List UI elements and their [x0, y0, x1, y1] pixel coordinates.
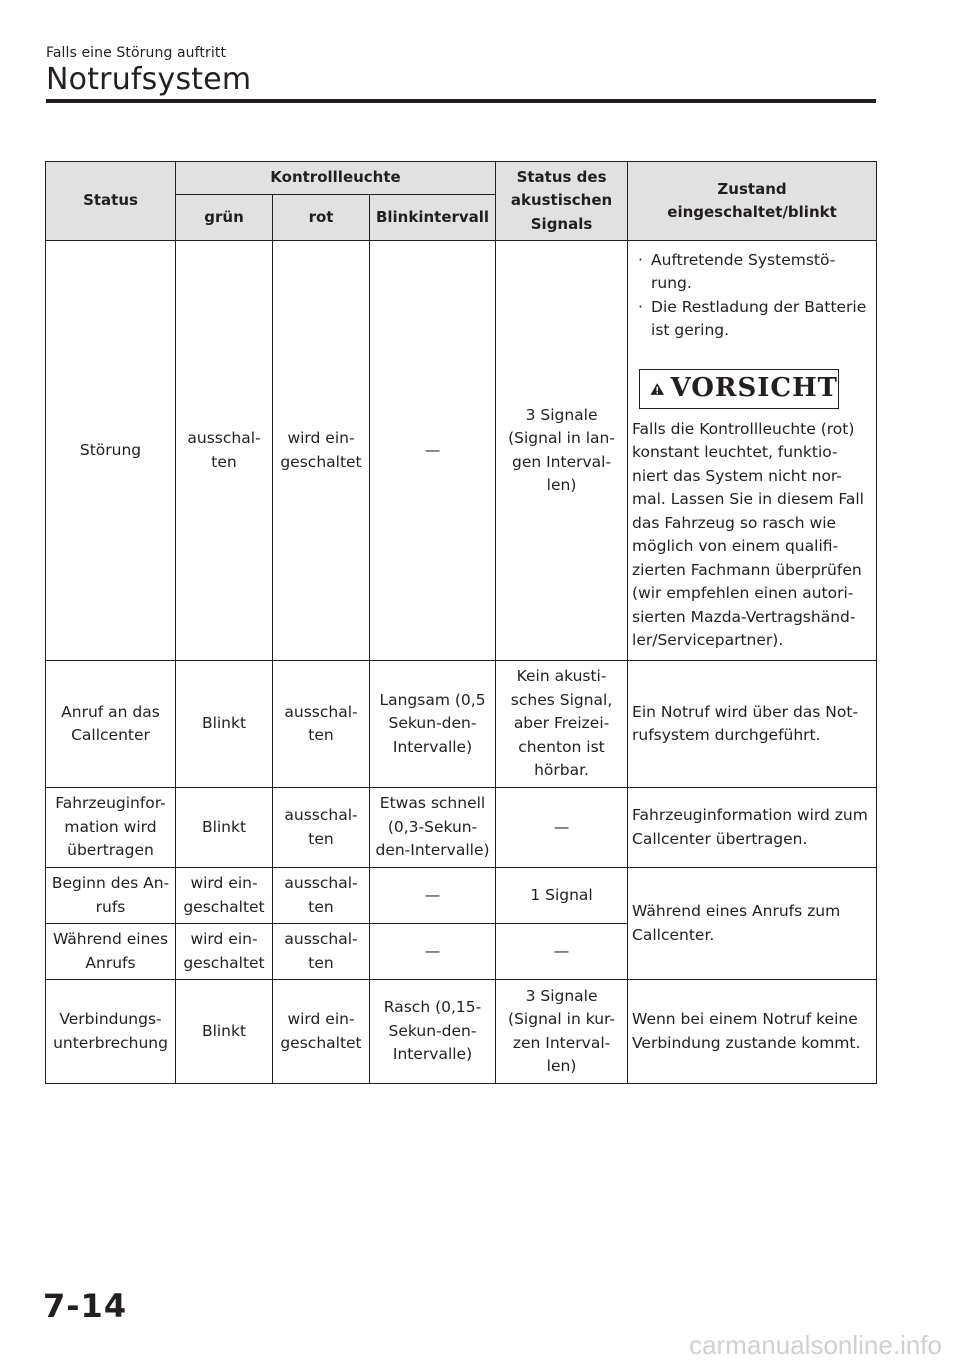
- cell-acoustic: —: [496, 924, 628, 980]
- cell-state: Wenn bei einem Notruf keine Verbindung zustande kommt.: [628, 980, 877, 1084]
- cell-interval: Rasch (0,15-Sekun-den-Intervalle): [370, 980, 496, 1084]
- cell-red: ausschal-ten: [273, 924, 370, 980]
- cell-status: Verbindungs-unterbrechung: [46, 980, 176, 1084]
- cell-status: Beginn des An-rufs: [46, 868, 176, 924]
- cell-state: Während eines Anrufs zum Callcenter.: [628, 868, 877, 980]
- cell-green: Blinkt: [176, 980, 273, 1084]
- table-row: [46, 980, 877, 1084]
- cell-green: Blinkt: [176, 661, 273, 788]
- cell-state: Fahrzeuginformation wird zum Callcenter übertragen.: [628, 788, 877, 868]
- cell-green: wird ein-geschaltet: [176, 868, 273, 924]
- cell-interval: —: [370, 241, 496, 661]
- cell-green: wird ein-geschaltet: [176, 924, 273, 980]
- watermark: carmanualsonline.info: [689, 1330, 942, 1360]
- state-bullet-list: [632, 249, 872, 343]
- page-title: Notrufsystem: [46, 62, 252, 97]
- cell-red: ausschal-ten: [273, 661, 370, 788]
- cell-status: Während eines Anrufs: [46, 924, 176, 980]
- header-status: Status: [46, 162, 176, 241]
- header-state: Zustand eingeschaltet/blinkt: [628, 162, 877, 241]
- state-bullet: · Die Restladung der Batterie ist gering.: [632, 296, 872, 343]
- cell-interval: —: [370, 924, 496, 980]
- caution-label: VORSICHT: [670, 372, 839, 403]
- status-table: [45, 161, 877, 1084]
- header-indicator: Kontrollleuchte: [176, 162, 496, 195]
- cell-acoustic: 3 Signale (Signal in kur-zen Interval-len): [496, 980, 628, 1084]
- cell-status: Anruf an das Callcenter: [46, 661, 176, 788]
- header-blink-interval: Blinkintervall: [370, 195, 496, 241]
- title-divider: [46, 99, 876, 103]
- header-red: rot: [273, 195, 370, 241]
- cell-interval: Langsam (0,5 Sekun-den-Intervalle): [370, 661, 496, 788]
- cell-acoustic: 1 Signal: [496, 868, 628, 924]
- cell-red: wird ein-geschaltet: [273, 980, 370, 1084]
- table-row: [46, 868, 877, 924]
- table-row: [46, 241, 877, 661]
- cell-state: [628, 241, 877, 661]
- header-acoustic: Status des akustischen Signals: [496, 162, 628, 241]
- caution-text: Falls die Kontrollleuchte (rot) konstant leuchtet, funktio-niert das System nicht nor-mal. Lassen Sie in diesem Fall das Fahrzeug so rasch wie möglich von einem qualifi-zierten Fachmann überprüfen (wir empfehlen einen autori-sierten Mazda-Vertragshänd-ler/Servicepartner).: [632, 419, 864, 649]
- cell-status: Störung: [46, 241, 176, 661]
- warning-triangle-icon: [650, 375, 664, 403]
- cell-status: Fahrzeuginfor-mation wird übertragen: [46, 788, 176, 868]
- page-header: [46, 44, 876, 97]
- cell-interval: Etwas schnell (0,3-Sekun-den-Intervalle): [370, 788, 496, 868]
- state-bullet: · Auftretende Systemstö-rung.: [632, 249, 872, 296]
- cell-green: ausschal-ten: [176, 241, 273, 661]
- cell-red: ausschal-ten: [273, 868, 370, 924]
- cell-acoustic: —: [496, 788, 628, 868]
- table-row: [46, 788, 877, 868]
- cell-red: wird ein-geschaltet: [273, 241, 370, 661]
- cell-acoustic: 3 Signale (Signal in lan-gen Interval-len): [496, 241, 628, 661]
- cell-red: ausschal-ten: [273, 788, 370, 868]
- cell-acoustic: Kein akusti-sches Signal, aber Freizei-chenton ist hörbar.: [496, 661, 628, 788]
- header-green: grün: [176, 195, 273, 241]
- page-number: 7-14: [43, 1287, 128, 1325]
- section-label: Falls eine Störung auftritt: [46, 45, 227, 61]
- cell-interval: —: [370, 868, 496, 924]
- table-row: [46, 661, 877, 788]
- cell-green: Blinkt: [176, 788, 273, 868]
- cell-state: Ein Notruf wird über das Not-rufsystem durchgeführt.: [628, 661, 877, 788]
- caution-banner: [639, 369, 839, 409]
